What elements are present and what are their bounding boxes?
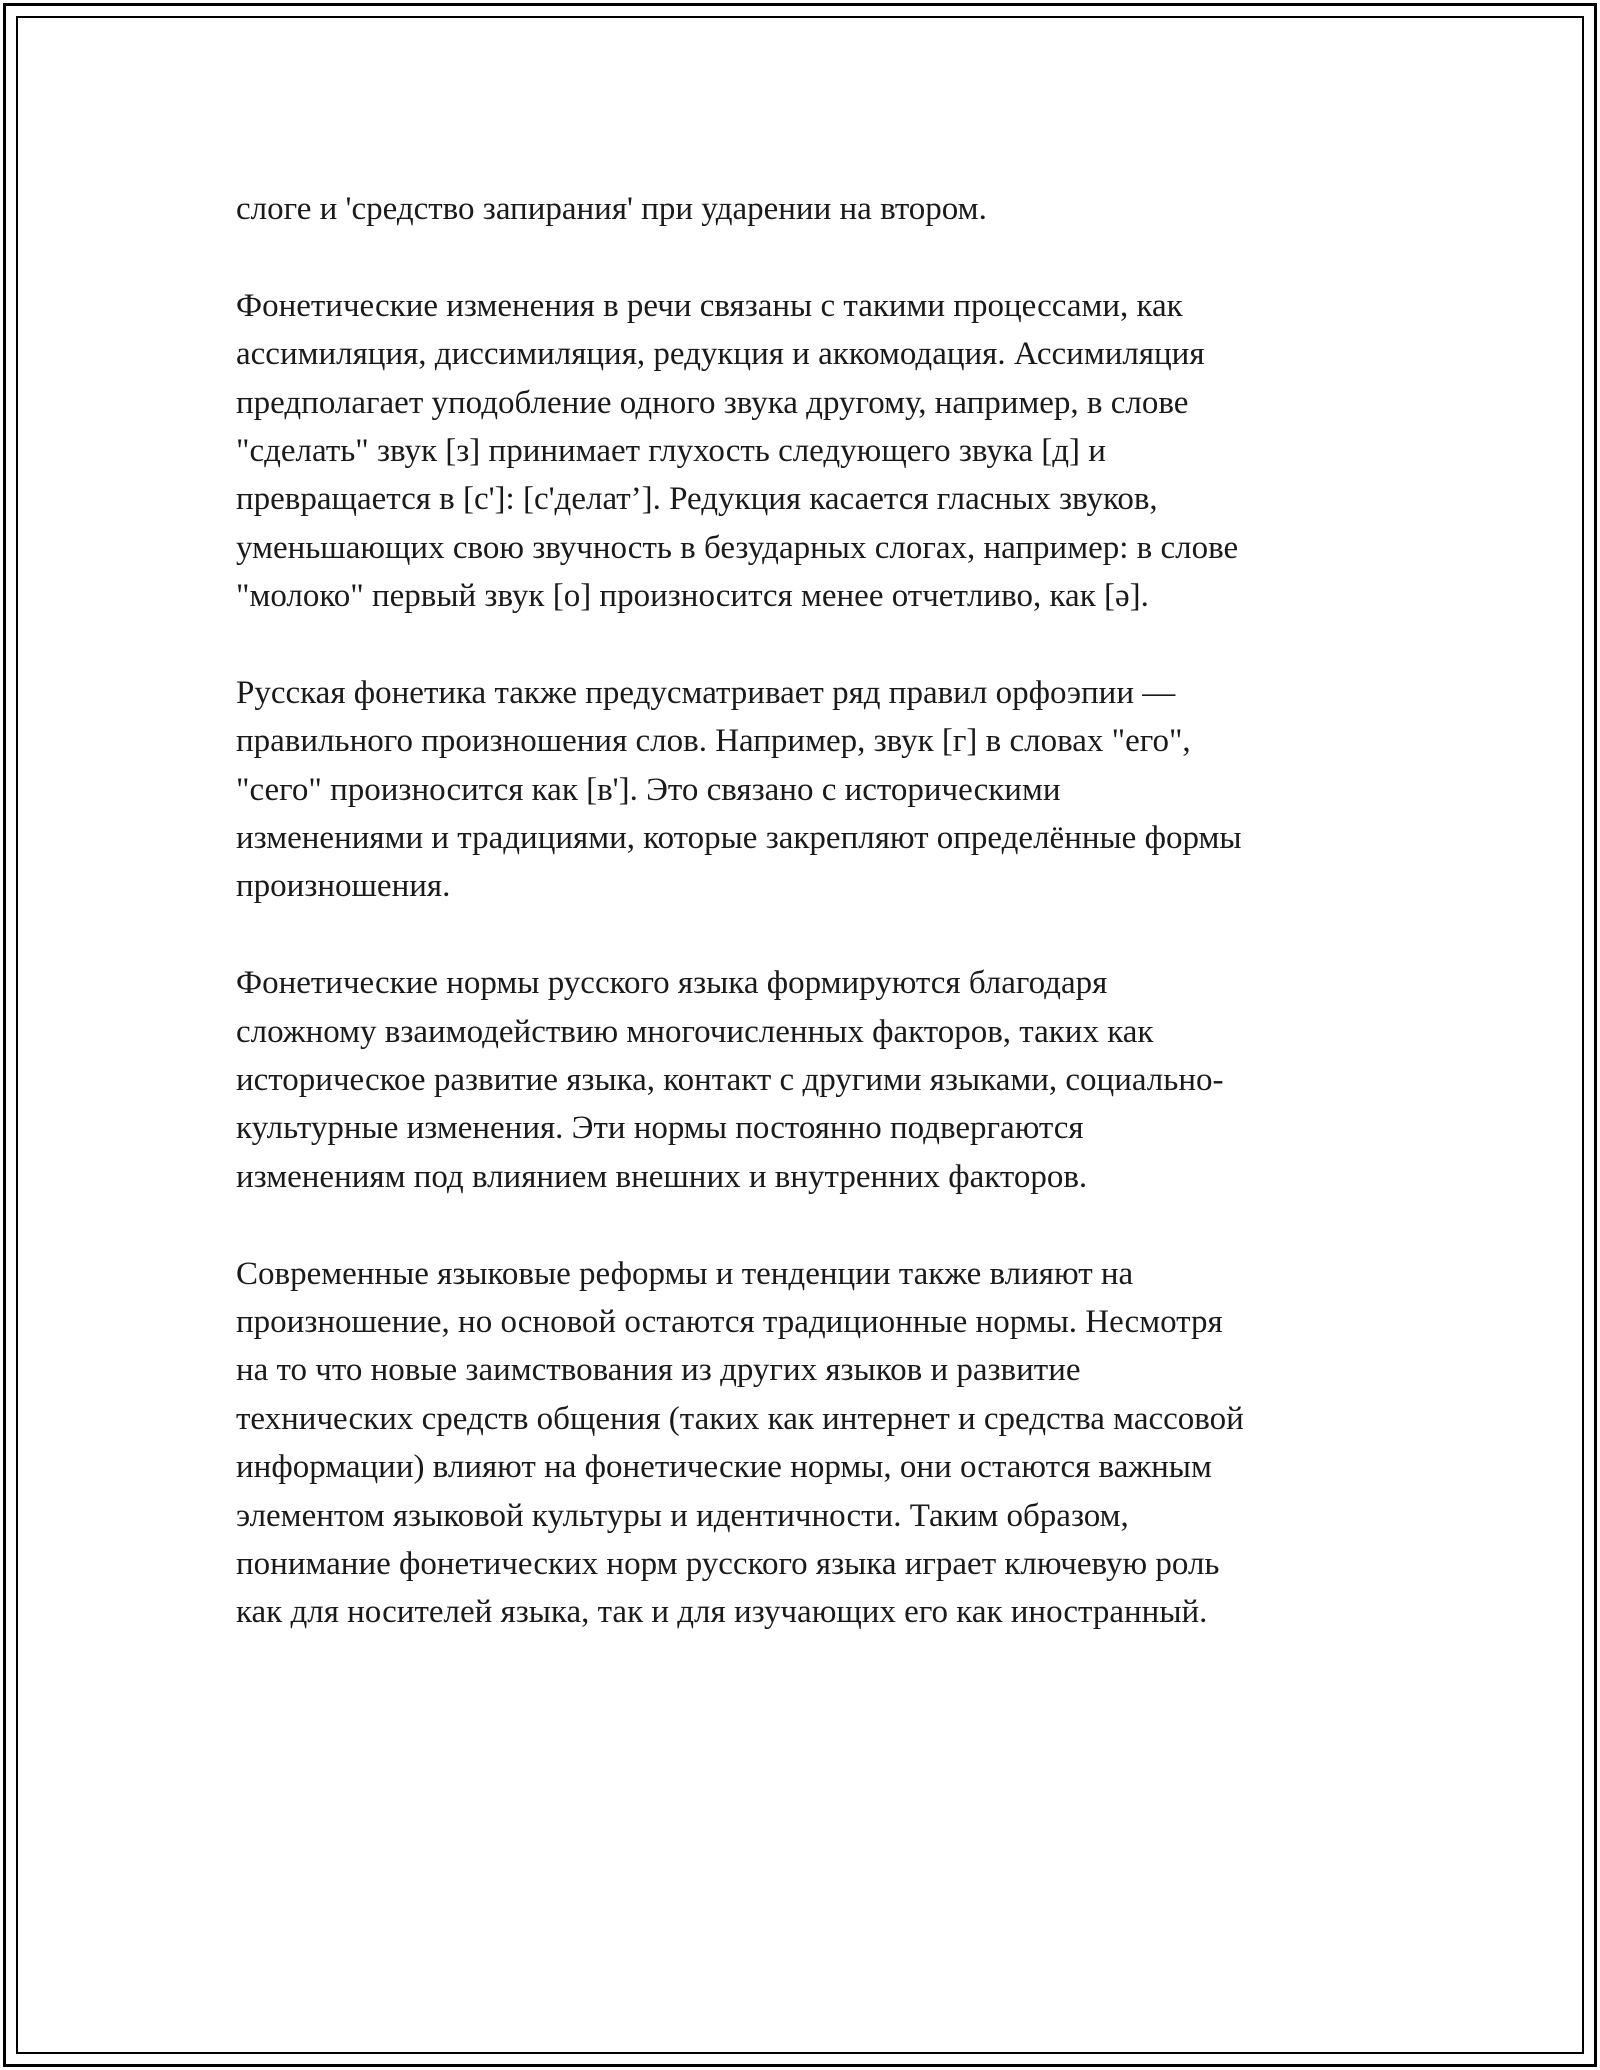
document-body [236, 185, 1396, 1637]
text-line: произношение, но основой остаются традиционные нормы. Несмотря [236, 1303, 1223, 1340]
text-line: информации) влияют на фонетические нормы, они остаются важным [236, 1449, 1212, 1486]
text-line: превращается в [с']: [с'делат’]. Редукция касается гласных звуков, [236, 481, 1158, 518]
paragraph-gap [236, 233, 1396, 281]
text-line: изменениями и традициями, которые закрепляют определённые формы [236, 820, 1242, 857]
text-line: сложному взаимодействию многочисленных факторов, таких как [236, 1013, 1154, 1050]
text-line: понимание фонетических норм русского языка играет ключевую роль [236, 1545, 1220, 1582]
text-line: культурные изменения. Эти нормы постоянно подвергаются [236, 1110, 1084, 1147]
text-line: произношения. [236, 868, 451, 905]
text-line: "сего" произносится как [в']. Это связано с историческими [236, 771, 1061, 808]
text-line: Фонетические изменения в речи связаны с такими процессами, как [236, 287, 1183, 324]
text-line: правильного произношения слов. Например, звук [г] в словах "его", [236, 723, 1191, 760]
text-line: "сделать" звук [з] принимает глухость следующего звука [д] и [236, 432, 1106, 469]
text-line: уменьшающих свою звучность в безударных слогах, например: в слове [236, 529, 1239, 566]
paragraph [236, 669, 1396, 911]
paragraph [236, 1250, 1396, 1637]
text-line: предполагает уподобление одного звука другому, например, в слове [236, 384, 1189, 421]
paragraph-gap [236, 621, 1396, 669]
text-line: элементом языковой культуры и идентичности. Таким образом, [236, 1497, 1129, 1534]
paragraph-gap [236, 1201, 1396, 1249]
text-line: Фонетические нормы русского языка формируются благодаря [236, 965, 1108, 1002]
text-line: "молоко" первый звук [о] произносится менее отчетливо, как [ə]. [236, 578, 1149, 615]
text-line: изменениям под влиянием внешних и внутренних факторов. [236, 1158, 1088, 1195]
text-line: на то что новые заимствования из других языков и развитие [236, 1352, 1081, 1389]
text-line: технических средств общения (таких как интернет и средства массовой [236, 1400, 1244, 1437]
paragraph-gap [236, 911, 1396, 959]
text-line: как для носителей языка, так и для изучающих его как иностранный. [236, 1594, 1208, 1631]
paragraph [236, 185, 1396, 233]
text-line: Русская фонетика также предусматривает ряд правил орфоэпии — [236, 674, 1176, 711]
text-line: Современные языковые реформы и тенденции также влияют на [236, 1255, 1134, 1292]
text-line: историческое развитие языка, контакт с другими языками, социально- [236, 1062, 1224, 1099]
paragraph [236, 959, 1396, 1201]
paragraph [236, 282, 1396, 621]
text-line: слоге и 'средство запирания' при ударении на втором. [236, 191, 987, 227]
text-line: ассимиляция, диссимиляция, редукция и аккомодация. Ассимиляция [236, 336, 1205, 373]
